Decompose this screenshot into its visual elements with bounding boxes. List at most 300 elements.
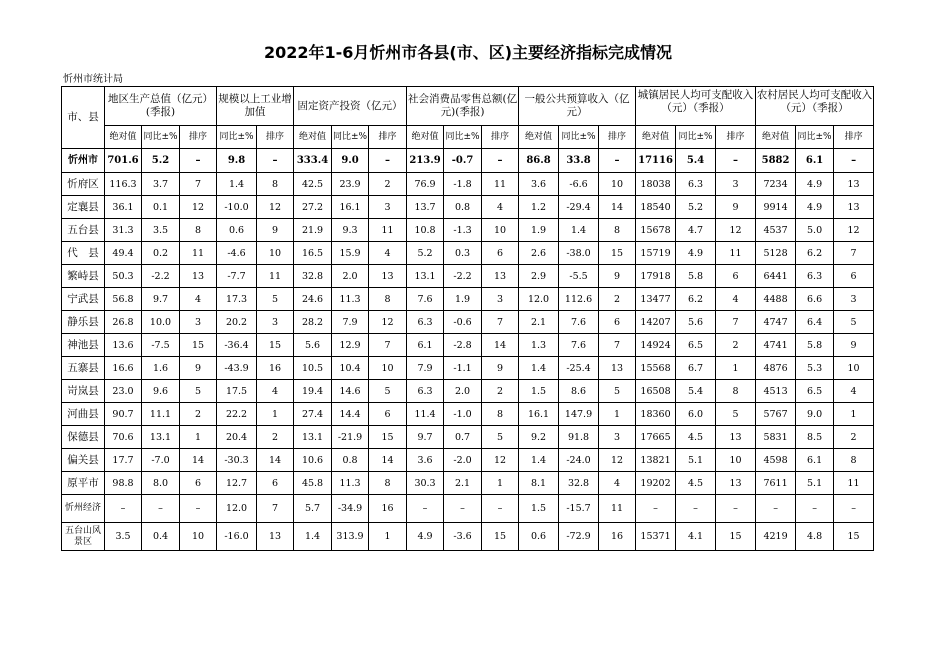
region-name-cell: 繁峙县 xyxy=(62,265,105,288)
table-cell: 3.5 xyxy=(142,219,180,242)
table-cell: 13.1 xyxy=(407,265,444,288)
table-cell: 12 xyxy=(257,196,294,219)
table-cell: 1.4 xyxy=(519,449,559,472)
table-cell: 9.0 xyxy=(332,149,369,173)
table-cell: 16 xyxy=(599,523,636,551)
table-cell: 8.1 xyxy=(519,472,559,495)
table-cell: -34.9 xyxy=(332,495,369,523)
table-cell: 12 xyxy=(482,449,519,472)
table-cell: 16.1 xyxy=(519,403,559,426)
table-cell: 4 xyxy=(369,242,407,265)
table-cell: -0.6 xyxy=(444,311,482,334)
table-cell: -7.7 xyxy=(217,265,257,288)
group-header-urban-income: 城镇居民人均可支配收入（元）（季报） xyxy=(636,87,756,126)
table-cell: 1.4 xyxy=(217,173,257,196)
sub-header-yoy: 同比±% xyxy=(332,126,369,149)
table-cell: 6.0 xyxy=(676,403,716,426)
table-cell: 11.1 xyxy=(142,403,180,426)
table-cell: 6441 xyxy=(756,265,796,288)
table-cell: 10.4 xyxy=(332,357,369,380)
table-cell: 1.9 xyxy=(519,219,559,242)
table-cell: 7234 xyxy=(756,173,796,196)
table-cell: 7 xyxy=(482,311,519,334)
table-cell: -5.5 xyxy=(559,265,599,288)
table-cell: 4219 xyxy=(756,523,796,551)
table-cell: 7 xyxy=(180,173,217,196)
table-cell: -15.7 xyxy=(559,495,599,523)
table-cell: 9 xyxy=(482,357,519,380)
table-cell: 3 xyxy=(716,173,756,196)
table-cell: 23.9 xyxy=(332,173,369,196)
table-row xyxy=(62,196,874,219)
table-cell: 11 xyxy=(369,219,407,242)
table-cell: 9914 xyxy=(756,196,796,219)
table-cell: 6.5 xyxy=(796,380,834,403)
table-cell: 4.9 xyxy=(676,242,716,265)
table-cell: – xyxy=(482,495,519,523)
table-cell: 21.9 xyxy=(294,219,332,242)
table-cell: -29.4 xyxy=(559,196,599,219)
table-cell: 16.1 xyxy=(332,196,369,219)
table-cell: 16 xyxy=(369,495,407,523)
table-cell: 10 xyxy=(834,357,874,380)
table-cell: 19202 xyxy=(636,472,676,495)
table-cell: 5.8 xyxy=(796,334,834,357)
table-cell: 7 xyxy=(834,242,874,265)
table-cell: 11 xyxy=(482,173,519,196)
table-cell: -72.9 xyxy=(559,523,599,551)
sub-header-abs: 绝对值 xyxy=(407,126,444,149)
table-cell: 5 xyxy=(482,426,519,449)
table-cell: -1.1 xyxy=(444,357,482,380)
table-cell: 45.8 xyxy=(294,472,332,495)
group-header-industry: 规模以上工业增加值 xyxy=(217,87,294,126)
table-cell: 1 xyxy=(257,403,294,426)
table-cell: 19.4 xyxy=(294,380,332,403)
table-cell: -7.0 xyxy=(142,449,180,472)
sub-header-rank: 排序 xyxy=(599,126,636,149)
table-cell: 10 xyxy=(369,357,407,380)
table-cell: 9 xyxy=(599,265,636,288)
table-cell: 6.4 xyxy=(796,311,834,334)
page-title: 2022年1-6月忻州市各县(市、区)主要经济指标完成情况 xyxy=(263,43,673,62)
table-cell: -43.9 xyxy=(217,357,257,380)
table-cell: 26.8 xyxy=(105,311,142,334)
table-cell: 15 xyxy=(369,426,407,449)
group-header-budget-revenue: 一般公共预算收入（亿元） xyxy=(519,87,636,126)
table-cell: 10 xyxy=(257,242,294,265)
table-cell: 3 xyxy=(482,288,519,311)
table-cell: 4 xyxy=(257,380,294,403)
table-cell: 56.8 xyxy=(105,288,142,311)
table-cell: 14 xyxy=(257,449,294,472)
table-cell: 4.9 xyxy=(796,196,834,219)
table-cell: 12 xyxy=(599,449,636,472)
table-cell: – xyxy=(676,495,716,523)
region-name-cell: 五台县 xyxy=(62,219,105,242)
table-cell: 4.8 xyxy=(796,523,834,551)
table-cell: – xyxy=(796,495,834,523)
table-cell: -1.0 xyxy=(444,403,482,426)
table-cell: 12 xyxy=(834,219,874,242)
table-cell: 13.1 xyxy=(142,426,180,449)
table-row xyxy=(62,219,874,242)
table-cell: 8 xyxy=(257,173,294,196)
table-cell: 13 xyxy=(599,357,636,380)
table-cell: 112.6 xyxy=(559,288,599,311)
table-cell: 13 xyxy=(369,265,407,288)
table-cell: 9.3 xyxy=(332,219,369,242)
table-cell: 1.3 xyxy=(519,334,559,357)
sub-header-yoy: 同比±% xyxy=(444,126,482,149)
table-cell: 4.9 xyxy=(796,173,834,196)
table-cell: 11.4 xyxy=(407,403,444,426)
sub-header-rank: 排序 xyxy=(369,126,407,149)
table-cell: 9.8 xyxy=(217,149,257,173)
table-cell: 90.7 xyxy=(105,403,142,426)
table-cell: 4598 xyxy=(756,449,796,472)
table-cell: 8 xyxy=(716,380,756,403)
table-cell: – xyxy=(834,149,874,173)
region-name-cell: 偏关县 xyxy=(62,449,105,472)
economic-indicators-table xyxy=(61,86,874,551)
table-cell: 5.3 xyxy=(796,357,834,380)
table-cell: 8 xyxy=(369,288,407,311)
table-cell: 8.5 xyxy=(796,426,834,449)
table-cell: 3 xyxy=(257,311,294,334)
table-cell: 13 xyxy=(180,265,217,288)
table-cell: 0.6 xyxy=(217,219,257,242)
table-cell: -10.0 xyxy=(217,196,257,219)
table-cell: 12 xyxy=(180,196,217,219)
table-cell: 8 xyxy=(599,219,636,242)
table-cell: -24.0 xyxy=(559,449,599,472)
table-cell: 7.6 xyxy=(559,311,599,334)
table-cell: 116.3 xyxy=(105,173,142,196)
table-cell: -2.0 xyxy=(444,449,482,472)
table-cell: 5.0 xyxy=(796,219,834,242)
table-cell: 0.3 xyxy=(444,242,482,265)
table-cell: 6.3 xyxy=(676,173,716,196)
region-name-cell: 神池县 xyxy=(62,334,105,357)
sub-header-rank: 排序 xyxy=(716,126,756,149)
table-cell: -0.7 xyxy=(444,149,482,173)
table-cell: 3.7 xyxy=(142,173,180,196)
table-cell: 13 xyxy=(257,523,294,551)
table-cell: 49.4 xyxy=(105,242,142,265)
table-cell: 32.8 xyxy=(559,472,599,495)
table-cell: 6.6 xyxy=(796,288,834,311)
table-cell: 4747 xyxy=(756,311,796,334)
table-cell: – xyxy=(716,149,756,173)
table-cell: 6.2 xyxy=(676,288,716,311)
table-row xyxy=(62,265,874,288)
table-cell: 3.6 xyxy=(407,449,444,472)
table-cell: 17116 xyxy=(636,149,676,173)
table-cell: – xyxy=(369,149,407,173)
table-cell: 2.0 xyxy=(444,380,482,403)
table-cell: 18038 xyxy=(636,173,676,196)
group-header-retail: 社会消费品零售总额(亿元)(季报) xyxy=(407,87,519,126)
table-cell: 2.1 xyxy=(444,472,482,495)
table-cell: 6.7 xyxy=(676,357,716,380)
table-cell: 5.1 xyxy=(796,472,834,495)
table-cell: 2 xyxy=(369,173,407,196)
table-cell: 5 xyxy=(257,288,294,311)
table-row xyxy=(62,173,874,196)
table-cell: 17.5 xyxy=(217,380,257,403)
table-cell: 9 xyxy=(834,334,874,357)
table-cell: 13 xyxy=(482,265,519,288)
table-cell: 15 xyxy=(716,523,756,551)
table-cell: -7.5 xyxy=(142,334,180,357)
table-cell: 6 xyxy=(180,472,217,495)
table-cell: 0.4 xyxy=(142,523,180,551)
table-cell: – xyxy=(142,495,180,523)
table-cell: 9 xyxy=(716,196,756,219)
table-cell: 31.3 xyxy=(105,219,142,242)
table-cell: 5831 xyxy=(756,426,796,449)
table-cell: 17.3 xyxy=(217,288,257,311)
table-cell: 2.6 xyxy=(519,242,559,265)
table-cell: 5767 xyxy=(756,403,796,426)
table-cell: 1.2 xyxy=(519,196,559,219)
table-cell: 10.0 xyxy=(142,311,180,334)
table-cell: 6.5 xyxy=(676,334,716,357)
table-row xyxy=(62,242,874,265)
table-cell: 10.5 xyxy=(294,357,332,380)
table-cell: 13.6 xyxy=(105,334,142,357)
table-cell: 8 xyxy=(834,449,874,472)
table-cell: 42.5 xyxy=(294,173,332,196)
table-cell: 1.5 xyxy=(519,495,559,523)
table-cell: 18360 xyxy=(636,403,676,426)
table-cell: – xyxy=(444,495,482,523)
table-body xyxy=(62,149,874,551)
table-cell: 9.2 xyxy=(519,426,559,449)
sub-header-abs: 绝对值 xyxy=(519,126,559,149)
table-cell: 12.7 xyxy=(217,472,257,495)
table-cell: 15 xyxy=(834,523,874,551)
table-cell: 10.6 xyxy=(294,449,332,472)
table-cell: 13.7 xyxy=(407,196,444,219)
table-cell: 1 xyxy=(599,403,636,426)
table-cell: – xyxy=(105,495,142,523)
table-cell: 13.1 xyxy=(294,426,332,449)
table-cell: 147.9 xyxy=(559,403,599,426)
organization-label: 忻州市统计局 xyxy=(63,74,123,85)
table-cell: 32.8 xyxy=(294,265,332,288)
table-cell: 5 xyxy=(599,380,636,403)
table-cell: 14207 xyxy=(636,311,676,334)
table-cell: -30.3 xyxy=(217,449,257,472)
table-cell: 6 xyxy=(369,403,407,426)
table-cell: 7 xyxy=(257,495,294,523)
table-cell: 6 xyxy=(834,265,874,288)
table-cell: 3.6 xyxy=(519,173,559,196)
table-cell: 213.9 xyxy=(407,149,444,173)
table-cell: 4.5 xyxy=(676,426,716,449)
table-cell: – xyxy=(834,495,874,523)
table-cell: -2.8 xyxy=(444,334,482,357)
table-cell: 5.7 xyxy=(294,495,332,523)
group-header-investment: 固定资产投资（亿元） xyxy=(294,87,407,126)
sub-header-yoy: 同比±% xyxy=(676,126,716,149)
table-cell: 9.7 xyxy=(142,288,180,311)
table-cell: 16 xyxy=(257,357,294,380)
table-cell: 3 xyxy=(834,288,874,311)
table-row xyxy=(62,403,874,426)
table-cell: 14.6 xyxy=(332,380,369,403)
sub-header-yoy: 同比±% xyxy=(217,126,257,149)
region-name-cell: 宁武县 xyxy=(62,288,105,311)
table-cell: 6.3 xyxy=(796,265,834,288)
sub-header-rank: 排序 xyxy=(180,126,217,149)
table-cell: -6.6 xyxy=(559,173,599,196)
sub-header-yoy: 同比±% xyxy=(559,126,599,149)
table-cell: 9 xyxy=(257,219,294,242)
table-cell: 1 xyxy=(716,357,756,380)
table-cell: 0.8 xyxy=(332,449,369,472)
table-cell: 15 xyxy=(482,523,519,551)
table-row xyxy=(62,357,874,380)
table-cell: – xyxy=(180,495,217,523)
table-cell: 11 xyxy=(834,472,874,495)
sub-header-abs: 绝对值 xyxy=(756,126,796,149)
table-cell: 5.2 xyxy=(676,196,716,219)
region-name-cell: 保德县 xyxy=(62,426,105,449)
table-cell: 11.3 xyxy=(332,472,369,495)
table-cell: 36.1 xyxy=(105,196,142,219)
table-cell: 2 xyxy=(180,403,217,426)
table-cell: 701.6 xyxy=(105,149,142,173)
table-cell: 15719 xyxy=(636,242,676,265)
table-cell: 6 xyxy=(482,242,519,265)
table-cell: 5.4 xyxy=(676,380,716,403)
table-cell: 15 xyxy=(257,334,294,357)
group-header-gdp: 地区生产总值（亿元）(季报) xyxy=(105,87,217,126)
table-cell: 86.8 xyxy=(519,149,559,173)
table-cell: 4 xyxy=(834,380,874,403)
table-cell: 10 xyxy=(180,523,217,551)
table-cell: 7611 xyxy=(756,472,796,495)
table-cell: -2.2 xyxy=(142,265,180,288)
table-cell: 6.1 xyxy=(796,149,834,173)
table-cell: 20.2 xyxy=(217,311,257,334)
table-row xyxy=(62,523,874,551)
table-cell: 27.4 xyxy=(294,403,332,426)
table-cell: 8 xyxy=(482,403,519,426)
table-cell: 15568 xyxy=(636,357,676,380)
table-cell: 4 xyxy=(716,288,756,311)
table-cell: 5 xyxy=(369,380,407,403)
table-cell: 12.9 xyxy=(332,334,369,357)
table-cell: 1.4 xyxy=(559,219,599,242)
table-cell: – xyxy=(599,149,636,173)
table-cell: 2.9 xyxy=(519,265,559,288)
table-cell: -21.9 xyxy=(332,426,369,449)
sub-header-rank: 排序 xyxy=(482,126,519,149)
table-cell: 14 xyxy=(482,334,519,357)
table-cell: 2.1 xyxy=(519,311,559,334)
table-cell: 11 xyxy=(599,495,636,523)
table-cell: 15 xyxy=(599,242,636,265)
sub-header-abs: 绝对值 xyxy=(105,126,142,149)
table-cell: 28.2 xyxy=(294,311,332,334)
region-name-cell: 忻州市 xyxy=(62,149,105,173)
region-name-cell: 代 县 xyxy=(62,242,105,265)
table-cell: 16508 xyxy=(636,380,676,403)
table-row xyxy=(62,334,874,357)
table-cell: 6 xyxy=(599,311,636,334)
table-cell: 6 xyxy=(257,472,294,495)
table-row xyxy=(62,311,874,334)
table-cell: 4741 xyxy=(756,334,796,357)
group-header-rural-income: 农村居民人均可支配收入（元）（季报） xyxy=(756,87,874,126)
table-cell: 4 xyxy=(482,196,519,219)
table-cell: 10 xyxy=(716,449,756,472)
table-cell: 5 xyxy=(180,380,217,403)
table-cell: 6.3 xyxy=(407,380,444,403)
table-cell: 11.3 xyxy=(332,288,369,311)
table-cell: 5.6 xyxy=(294,334,332,357)
table-cell: 0.8 xyxy=(444,196,482,219)
table-cell: 17918 xyxy=(636,265,676,288)
sub-header-rank: 排序 xyxy=(834,126,874,149)
table-cell: 5.6 xyxy=(676,311,716,334)
table-row xyxy=(62,426,874,449)
table-cell: 5 xyxy=(834,311,874,334)
table-row xyxy=(62,149,874,173)
table-row xyxy=(62,288,874,311)
table-cell: 98.8 xyxy=(105,472,142,495)
sub-header-yoy: 同比±% xyxy=(796,126,834,149)
table-cell: 4 xyxy=(599,472,636,495)
table-cell: 2 xyxy=(482,380,519,403)
sub-header-rank: 排序 xyxy=(257,126,294,149)
table-cell: 5 xyxy=(716,403,756,426)
table-row xyxy=(62,495,874,523)
table-cell: 17665 xyxy=(636,426,676,449)
region-name-cell: 河曲县 xyxy=(62,403,105,426)
table-cell: 13 xyxy=(834,173,874,196)
table-cell: 15678 xyxy=(636,219,676,242)
table-cell: 4513 xyxy=(756,380,796,403)
table-cell: 23.0 xyxy=(105,380,142,403)
table-cell: 13 xyxy=(834,196,874,219)
table-row xyxy=(62,472,874,495)
region-name-cell: 岢岚县 xyxy=(62,380,105,403)
table-cell: 3 xyxy=(369,196,407,219)
table-cell: 1.9 xyxy=(444,288,482,311)
table-cell: 1 xyxy=(180,426,217,449)
table-cell: 1.5 xyxy=(519,380,559,403)
table-cell: 16.6 xyxy=(105,357,142,380)
table-cell: 13 xyxy=(716,472,756,495)
table-cell: -1.3 xyxy=(444,219,482,242)
table-cell: 15.9 xyxy=(332,242,369,265)
table-cell: 5.2 xyxy=(407,242,444,265)
table-cell: 4876 xyxy=(756,357,796,380)
table-cell: – xyxy=(257,149,294,173)
table-cell: 8 xyxy=(180,219,217,242)
table-cell: -1.8 xyxy=(444,173,482,196)
table-cell: 10.8 xyxy=(407,219,444,242)
region-name-cell: 五台山风景区 xyxy=(62,523,105,551)
table-cell: – xyxy=(756,495,796,523)
table-cell: 11 xyxy=(716,242,756,265)
table-cell: 4537 xyxy=(756,219,796,242)
